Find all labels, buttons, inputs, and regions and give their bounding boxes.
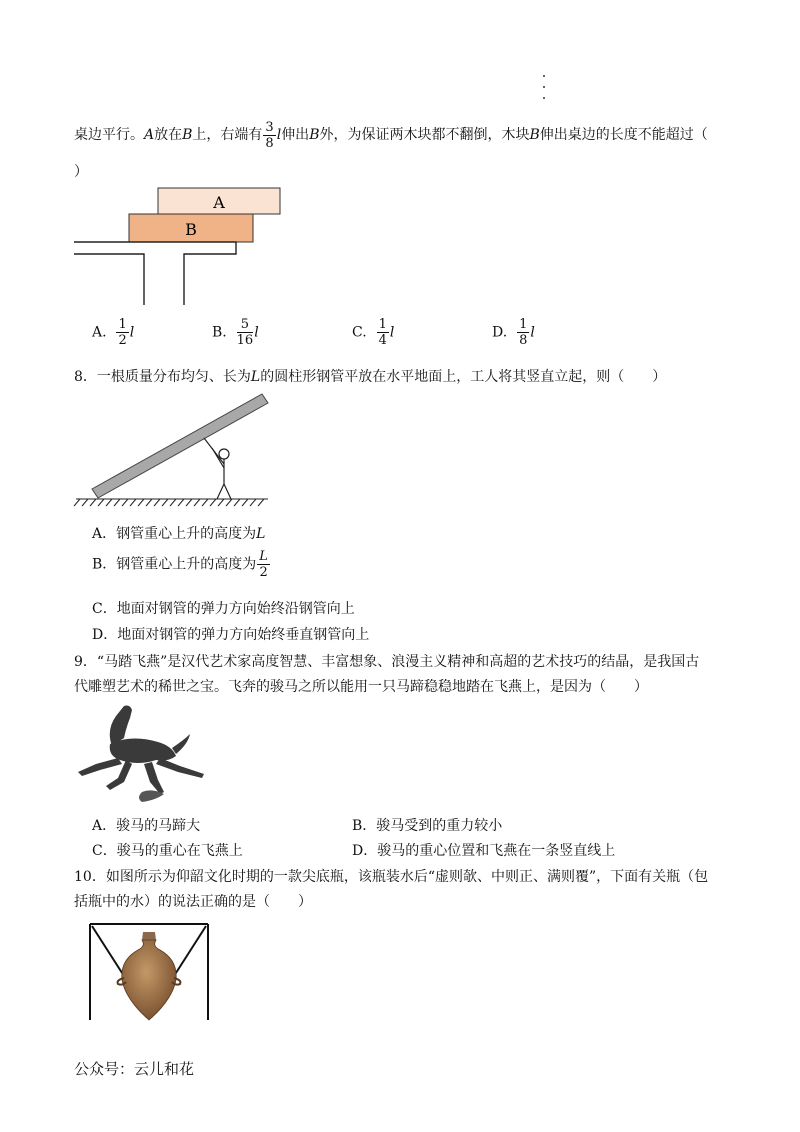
table [74,242,236,305]
q9-stem-line1: 9．“马踏飞燕”是汉代艺术家高度智慧、丰富想象、浪漫主义精神和高超的艺术技巧的结晶，是我国古 [74,654,700,670]
q7-stem-line1: 桌边平行。A放在B上，右端有 $\frac{3}{8}$ l伸出B外，为保证两木块都不翻倒，木块B伸出桌边的长度不能超过（ [74,119,708,151]
q9-option-b[interactable]: B．骏马受到的重力较小 [352,818,503,834]
block-a-label: A [213,193,225,212]
q10-stem-line1: 10．如图所示为仰韶文化时期的一款尖底瓶，该瓶装水后“虚则欹、中则正、满则覆”，下面有关瓶（包 [74,869,709,885]
q9-option-c[interactable]: C．骏马的重心在飞燕上 [92,843,243,859]
horse-front-leg [78,758,122,776]
block-b-label: B [185,220,197,239]
horse-hind-leg2 [144,762,164,794]
ground [74,499,268,506]
steel-pipe [92,394,268,498]
q8-stem: 8．一根质量分布均匀、长为L的圆柱形钢管平放在水平地面上，工人将其竖直立起，则（ ） [74,369,667,385]
q7-option-a[interactable]: A. $\frac{1}{2}$ l [92,317,135,348]
bottle [118,932,181,1020]
q10-stem-line2: 括瓶中的水）的说法正确的是（ ） [74,894,312,910]
galloping-horse-image [72,700,212,806]
q8-pipe-figure [72,390,272,512]
horse-hind-leg [156,758,204,778]
q8-option-b[interactable]: B．钢管重心上升的高度为 $\frac{L}{2}$ [92,549,268,580]
q9-option-d[interactable]: D．骏马的重心位置和飞燕在一条竖直线上 [352,843,616,859]
q9-option-a[interactable]: A．骏马的马蹄大 [92,818,201,834]
q7-option-d[interactable]: D. $\frac{1}{8}$ l [492,317,535,348]
q7-option-b[interactable]: B. $\frac{5}{16}$ l [212,317,259,348]
margin-dots [543,75,545,108]
footer-account: 公众号：云儿和花 [74,1060,195,1078]
pointed-bottom-bottle-image [86,920,212,1024]
worker [204,438,231,499]
q8-option-d[interactable]: D．地面对钢管的弹力方向始终垂直钢管向上 [92,627,370,643]
q7-blocks-figure [70,180,290,310]
q9-stem-line2: 代雕塑艺术的稀世之宝。飞奔的骏马之所以能用一只马蹄稳稳地踏在飞燕上，是因为（ ） [74,679,648,695]
q8-option-a[interactable]: A．钢管重心上升的高度为L [92,526,266,542]
q7-stem-close: ） [74,164,88,180]
q7-option-c[interactable]: C. $\frac{1}{4}$ l [352,317,395,348]
horse-tail [172,734,190,754]
horse-body [110,738,176,763]
q8-option-c[interactable]: C．地面对钢管的弹力方向始终沿钢管向上 [92,601,355,617]
q7-fraction: $\frac{3}{8}$ [265,119,274,151]
